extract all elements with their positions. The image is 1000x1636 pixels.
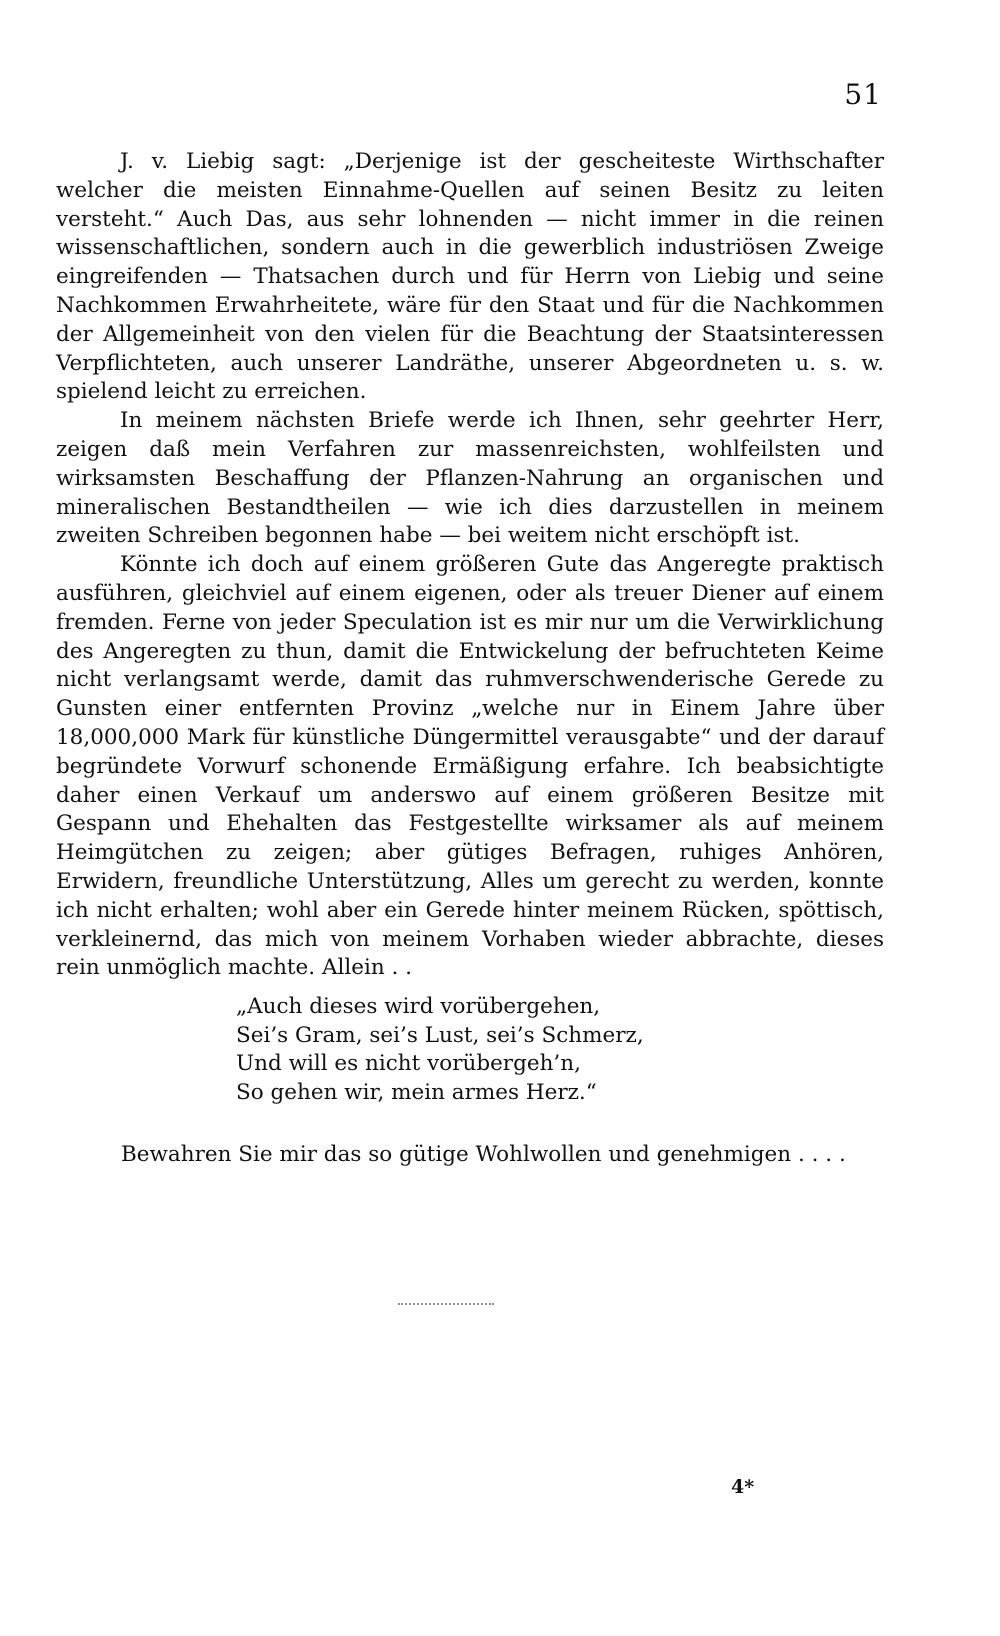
poem-line-2: Sei’s Gram, sei’s Lust, sei’s Schmerz,: [236, 1022, 644, 1048]
closing-line: Bewahren Sie mir das so gütige Wohlwollen und genehmigen . . . .: [121, 1142, 846, 1167]
paragraph-3: Könnte ich doch auf einem größeren Gute das Angeregte praktisch ausführen, gleichviel auf einem eigenen, oder als treuer Diener auf einem fremden. Ferne von jeder Speculation ist es mir nur um die Verwirklichung des Angeregten zu thun, damit die Entwickelung der befruchteten Keime nicht verlangsamt werde, damit das ruhmverschwenderische Gerede zu Gunsten einer entfernten Provinz „welche nur in Einem Jahre über 18,000,000 Mark für künstliche Düngermittel verausgabte“ und der darauf begründete Vorwurf schonende Ermäßigung erfahre. Ich beabsichtigte daher einen Verkauf um anderswo auf einem größeren Besitze mit Gespann und Ehehalten das Festgestellte wirksamer als auf meinem Heimgütchen zu zeigen; aber gütiges Befragen, ruhiges Anhören, Erwidern, freundliche Unterstützung, Alles um gerecht zu werden, konnte ich nicht erhalten; wohl aber ein Gerede hinter meinem Rücken, spöttisch, verkleinernd, das mich von meinem Vorhaben wieder abbrachte, dieses rein unmöglich machte. Allein . .: [56, 552, 884, 981]
poem-quote: [236, 993, 644, 1107]
decorative-divider: [398, 1303, 494, 1309]
poem-line-1: „Auch dieses wird vorübergehen,: [236, 994, 601, 1019]
body-text: [56, 148, 884, 983]
paragraph-2: In meinem nächsten Briefe werde ich Ihnen, sehr geehrter Herr, zeigen daß mein Verfahren zur massenreichsten, wohlfeilsten und wirksamsten Beschaffung der Pflanzen-Nahrung an organischen und mineralischen Bestandtheilen — wie ich dies darzustellen in meinem zweiten Schreiben begonnen habe — bei weitem nicht erschöpft ist.: [56, 408, 884, 549]
signature-mark: 4*: [731, 1476, 755, 1498]
poem-line-4: So gehen wir, mein armes Herz.“: [236, 1079, 597, 1105]
poem-line-3: Und will es nicht vorübergeh’n,: [236, 1051, 581, 1076]
paragraph-1: J. v. Liebig sagt: „Derjenige ist der gescheiteste Wirthschafter welcher die meisten Einnahme-Quellen auf seinen Besitz zu leiten versteht.“ Auch Das, aus sehr lohnenden — nicht immer in die reinen wissenschaftlichen, sondern auch in die gewerblich industriösen Zweige eingreifenden — Thatsachen durch und für Herrn von Liebig und seine Nachkommen Erwahrheitete, wäre für den Staat und für die Nachkommen der Allgemeinheit von den vielen für die Beachtung der Staatsinteressen Verpflichteten, auch unserer Landräthe, unserer Abgeordneten u. s. w. spielend leicht zu erreichen.: [56, 149, 884, 405]
page-number: 51: [844, 78, 882, 111]
